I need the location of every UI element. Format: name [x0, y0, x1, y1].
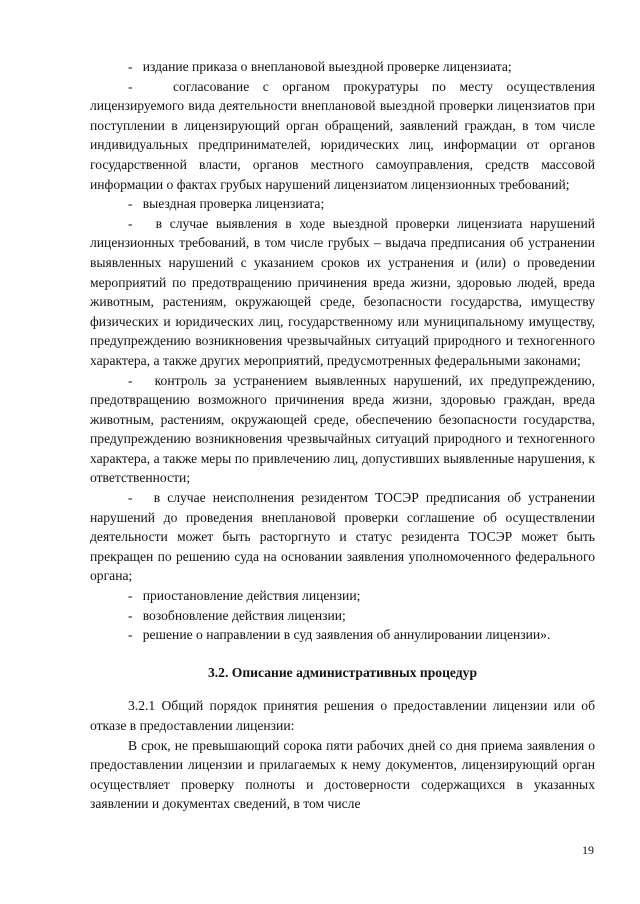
list-item: - выездная проверка лицензиата;	[128, 196, 325, 212]
page-number: 19	[582, 843, 594, 857]
list-item: - согласование с органом прокуратуры по месту осуществления лицензируемого вида деятельности внеплановой выездной проверки лицензиатов при поступлении в лицензирующий орган обращений, заявлений граждан, в том числе индивидуальных предпринимателей, юридических лиц, информации от органов государственной власти, органов местного самоуправления, средств массовой информации о фактах грубых нарушений лицензиатом лицензионных требований;	[90, 78, 595, 192]
list-item: - возобновление действия лицензии;	[128, 607, 346, 623]
paragraph: В срок, не превышающий сорока пяти рабочих дней со дня приема заявления о предоставлении лицензии и прилагаемых к нему документов, лицензирующий орган осуществляет проверку полноты и достоверности содержащихся в указанных заявлении и документах сведений, в том числе	[90, 737, 595, 812]
list-item: - в случае неисполнения резидентом ТОСЭР предписания об устранении нарушений до проведения внеплановой проверки соглашение об осуществлении деятельности может быть расторгнуто и статус резидента ТОСЭР может быть прекращен по решению суда на основании заявления уполномоченного федерального органа;	[90, 490, 595, 584]
list-item: - контроль за устранением выявленных нарушений, их предупреждению, предотвращению возможного причинения вреда жизни, здоровью граждан, вреда животным, растениям, окружающей среде, обеспечению безопасности государства, предупреждению возникновения чрезвычайных ситуаций природного и техногенного характера, а также меры по привлечению лиц, допустивших выявленные нарушения, к ответственности;	[90, 372, 595, 486]
list-item: - в случае выявления в ходе выездной проверки лицензиата нарушений лицензионных требований, в том числе грубых – выдача предписания об устранении выявленных нарушений с указанием сроков их устранения и (или) о проведении мероприятий по предотвращению причинения вреда жизни, здоровью людей, вреда животным, растениям, окружающей среде, безопасности государства, имуществу физических и юридических лиц, государственному или муниципальному имуществу, предупреждению возникновения чрезвычайных ситуаций природного и техногенного характера, а также других мероприятий, предусмотренных федеральными законами;	[90, 215, 595, 368]
document-body	[90, 57, 595, 814]
paragraph: 3.2.1 Общий порядок принятия решения о предоставлении лицензии или об отказе в предоставлении лицензии:	[90, 698, 595, 733]
section-heading: 3.2. Описание административных процедур	[207, 664, 478, 680]
list-item: - издание приказа о внеплановой выездной проверке лицензиата;	[128, 59, 512, 74]
list-item: - приостановление действия лицензии;	[128, 588, 361, 604]
list-item: - решение о направлении в суд заявления об аннулировании лицензии».	[128, 627, 551, 643]
